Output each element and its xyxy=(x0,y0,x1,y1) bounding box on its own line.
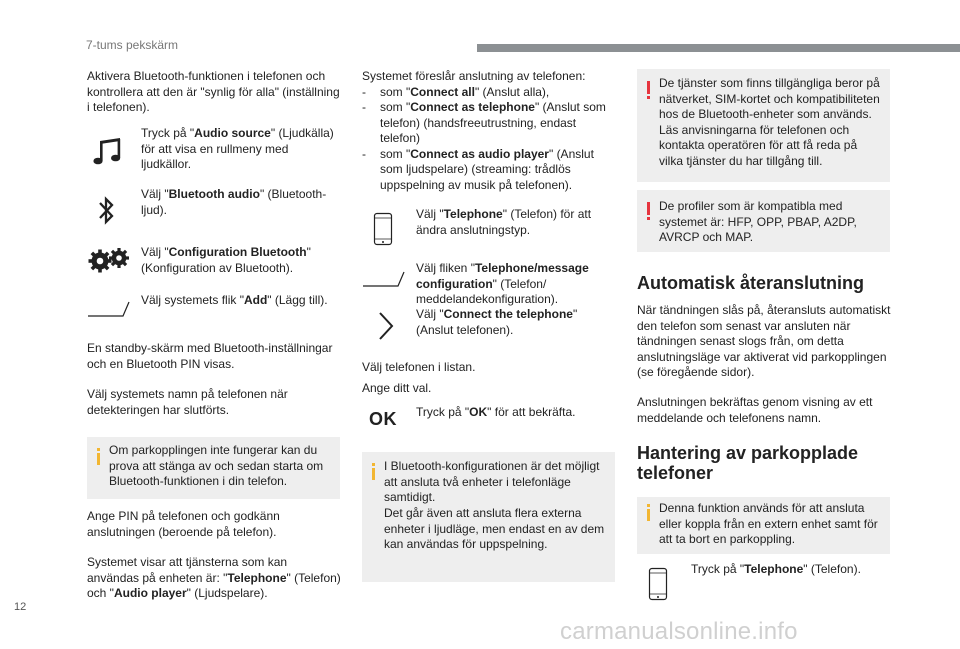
phone-icon xyxy=(648,567,668,601)
note-text: Denna funktion används för att ansluta eller koppla från en extern enhet samt för att ta bort en parkoppling. xyxy=(659,501,878,546)
note-text-1: I Bluetooth-konfigurationen är det möjligt att ansluta två enheter i telefonläge samtidigt. xyxy=(384,459,600,504)
running-header: 7-tums pekskärm xyxy=(86,38,179,52)
options-intro: Systemet föreslår anslutning av telefonen: xyxy=(362,69,586,83)
step-add-tab: Välj systemets flik "Add" (Lägg till). xyxy=(141,293,328,307)
warning-icon xyxy=(647,202,650,215)
step-telephone: Välj "Telephone" (Telefon) för att ändra anslutningstyp. xyxy=(416,207,592,237)
info-icon xyxy=(647,509,650,521)
tab-icon xyxy=(87,300,131,318)
select-name-paragraph: Välj systemets namn på telefonen när detekteringen har slutförts. xyxy=(87,387,288,417)
confirmation-paragraph: Anslutningen bekräftas genom visning av ett meddelande och telefonens namn. xyxy=(637,395,873,425)
gears-icon xyxy=(87,247,132,273)
step-ok: Tryck på "OK" för att bekräfta. xyxy=(416,405,576,419)
note-text-2: Det går även att ansluta flera externa enheter i ljudläge, men endast en av dem kan användas för uppspelning. xyxy=(384,506,605,551)
watermark: carmanualsonline.info xyxy=(560,618,798,645)
select-phone-paragraph: Välj telefonen i listan. xyxy=(362,360,476,374)
step-audio-source: Tryck på "Audio source" (Ljudkälla) för att visa en rullmeny med ljudkällor. xyxy=(141,126,334,171)
enter-choice-paragraph: Ange ditt val. xyxy=(362,381,432,395)
step-configuration-bluetooth: Välj "Configuration Bluetooth" (Konfiguration av Bluetooth). xyxy=(141,245,311,275)
tab-icon xyxy=(362,270,406,288)
warning-text: De profiler som är kompatibla med systemet är: HFP, OPP, PBAP, A2DP, AVRCP och MAP. xyxy=(659,199,857,244)
option-connect-all: - som "Connect all" (Anslut alla), xyxy=(362,85,617,101)
option-connect-telephone: - som "Connect as telephone" (Anslut som telefon) (handsfreeutrustning, endast telefon) xyxy=(362,100,617,147)
heading-manage-paired: Hantering av parkopplade telefoner xyxy=(637,443,859,483)
note-text: Om parkopplingen inte fungerar kan du prova att stänga av och sedan starta om Bluetooth-funktionen i din telefon. xyxy=(109,443,324,488)
step-message-config: Välj fliken "Telephone/message configuration" (Telefon/ meddelandekonfiguration). xyxy=(416,261,589,306)
connection-options xyxy=(362,69,617,193)
bluetooth-icon xyxy=(97,194,117,228)
enter-pin-paragraph: Ange PIN på telefonen och godkänn anslutningen (beroende på telefon). xyxy=(87,509,280,539)
info-note-two-devices xyxy=(362,452,615,582)
options-list xyxy=(362,85,617,194)
chevron-right-icon xyxy=(377,311,395,341)
phone-icon xyxy=(373,212,393,246)
step-telephone: Tryck på "Telephone" (Telefon). xyxy=(691,562,861,576)
services-paragraph: Systemet visar att tjänsterna som kan användas på enheten är: "Telephone" (Telefon) och "Audio player" (Ljudspelare). xyxy=(87,555,341,600)
step-bluetooth-audio: Välj "Bluetooth audio" (Bluetooth-ljud). xyxy=(141,187,327,217)
music-note-icon xyxy=(91,136,125,168)
info-icon xyxy=(372,468,375,480)
warning-profiles xyxy=(637,190,890,252)
header-bar xyxy=(477,44,960,52)
auto-reconnect-paragraph: När tändningen slås på, återansluts automatiskt den telefon som senast var ansluten när tändningen senast slogs från, om detta anslutningsläge var aktiverat vid parkopplingen (se föregående sidor). xyxy=(637,303,891,379)
intro-paragraph: Aktivera Bluetooth-funktionen i telefonen och kontrollera att den är "synlig för alla" (inställning i telefonen). xyxy=(87,69,340,114)
warning-icon xyxy=(647,81,650,94)
info-note-manage xyxy=(637,497,890,554)
page-number: 12 xyxy=(14,601,27,613)
standby-paragraph: En standby-skärm med Bluetooth-inställningar och en Bluetooth PIN visas. xyxy=(87,341,333,371)
option-connect-audio: - som "Connect as audio player" (Anslut som ljudspelare) (streaming: trådlös uppspelning av musik på telefonen). xyxy=(362,147,617,194)
info-note-pairing xyxy=(87,437,340,499)
heading-auto-reconnect: Automatisk återanslutning xyxy=(637,273,865,293)
ok-icon: OK xyxy=(369,409,397,429)
step-connect-telephone: Välj "Connect the telephone" (Anslut telefonen). xyxy=(416,307,578,337)
warning-services xyxy=(637,69,890,182)
info-icon xyxy=(97,453,100,465)
warning-text: De tjänster som finns tillgängliga beror på nätverket, SIM-kortet och kompatibiliteten hos de Bluetooth-enheter som används. Läs anvisningarna för telefonen och kontakta operatören för att få reda på vilka tjänster du har tillgång till. xyxy=(659,76,880,168)
